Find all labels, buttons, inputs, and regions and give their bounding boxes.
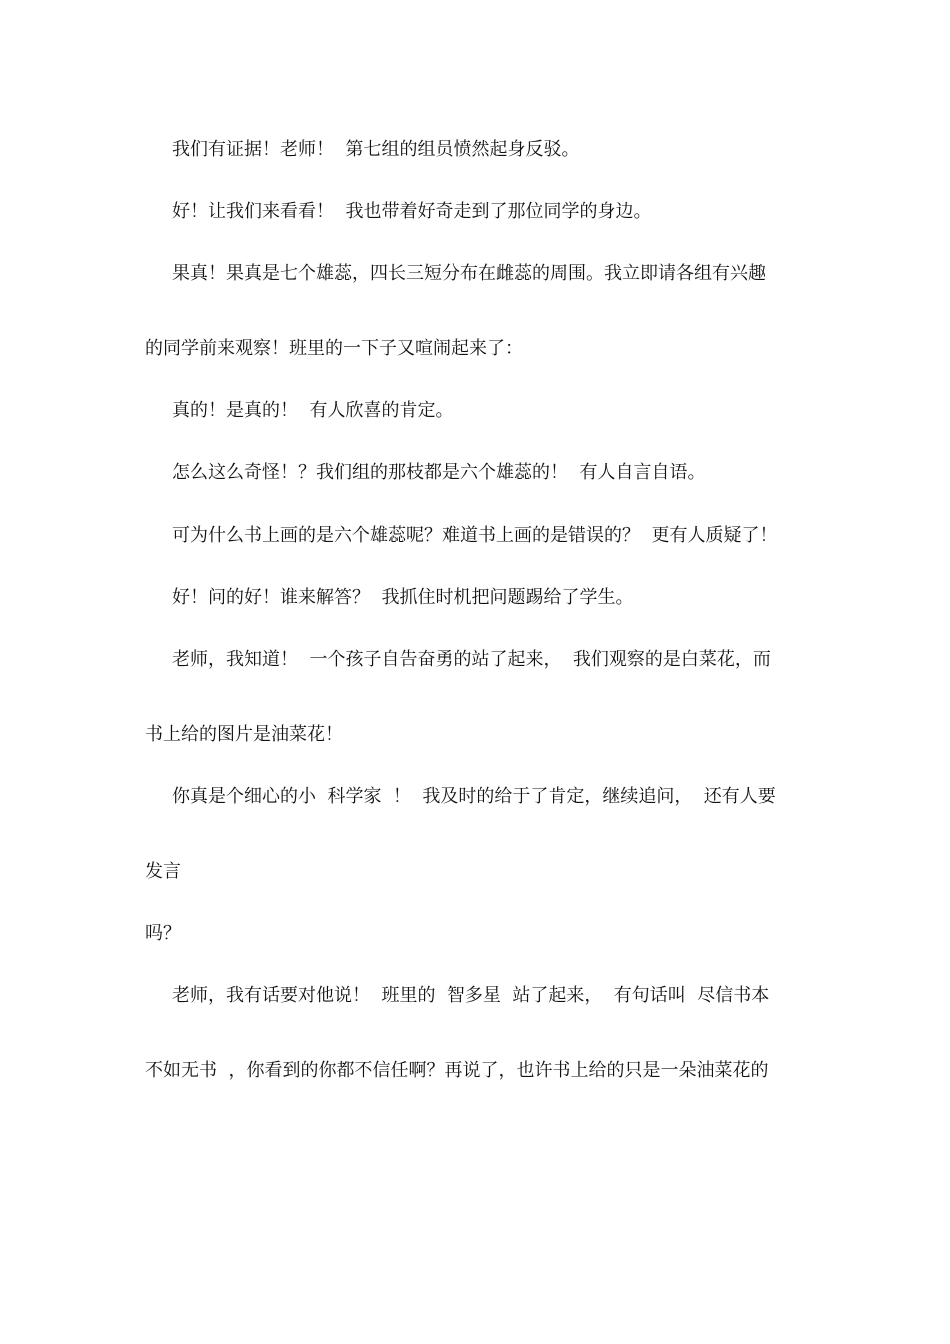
paragraph-line: 好！让我们来看看！ 我也带着好奇走到了那位同学的身边。: [172, 201, 652, 222]
paragraph-line: 可为什么书上画的是六个雄蕊呢？难道书上画的是错误的？ 更有人质疑了！: [172, 525, 778, 546]
paragraph-line: 不如无书 ，你看到的你都不信任啊？再说了，也许书上给的只是一朵油菜花的: [145, 1060, 769, 1081]
paragraph-line: 好！问的好！谁来解答？ 我抓住时机把问题踢给了学生。: [172, 587, 634, 608]
paragraph-line: 发言: [145, 861, 181, 882]
paragraph-line: 你真是个细心的小 科学家 ！ 我及时的给于了肯定，继续追问， 还有人要: [172, 786, 776, 807]
paragraph-line: 果真！果真是七个雄蕊，四长三短分布在雌蕊的周围。我立即请各组有兴趣: [172, 263, 766, 284]
paragraph-line: 怎么这么奇怪！？我们组的那枝都是六个雄蕊的！ 有人自言自语。: [172, 462, 706, 483]
paragraph-line: 我们有证据！老师！ 第七组的组员愤然起身反驳。: [172, 139, 580, 160]
paragraph-line: 真的！是真的！ 有人欣喜的肯定。: [172, 400, 454, 421]
paragraph-line: 书上给的图片是油菜花！: [145, 724, 343, 745]
paragraph-line: 老师，我知道！ 一个孩子自告奋勇的站了起来， 我们观察的是白菜花，而: [172, 649, 771, 670]
paragraph-line: 的同学前来观察！班里的一下子又喧闹起来了：: [145, 338, 523, 359]
paragraph-line: 吗？: [145, 923, 181, 944]
paragraph-line: 老师，我有话要对他说！ 班里的 智多星 站了起来， 有句话叫 尽信书本: [172, 985, 770, 1006]
